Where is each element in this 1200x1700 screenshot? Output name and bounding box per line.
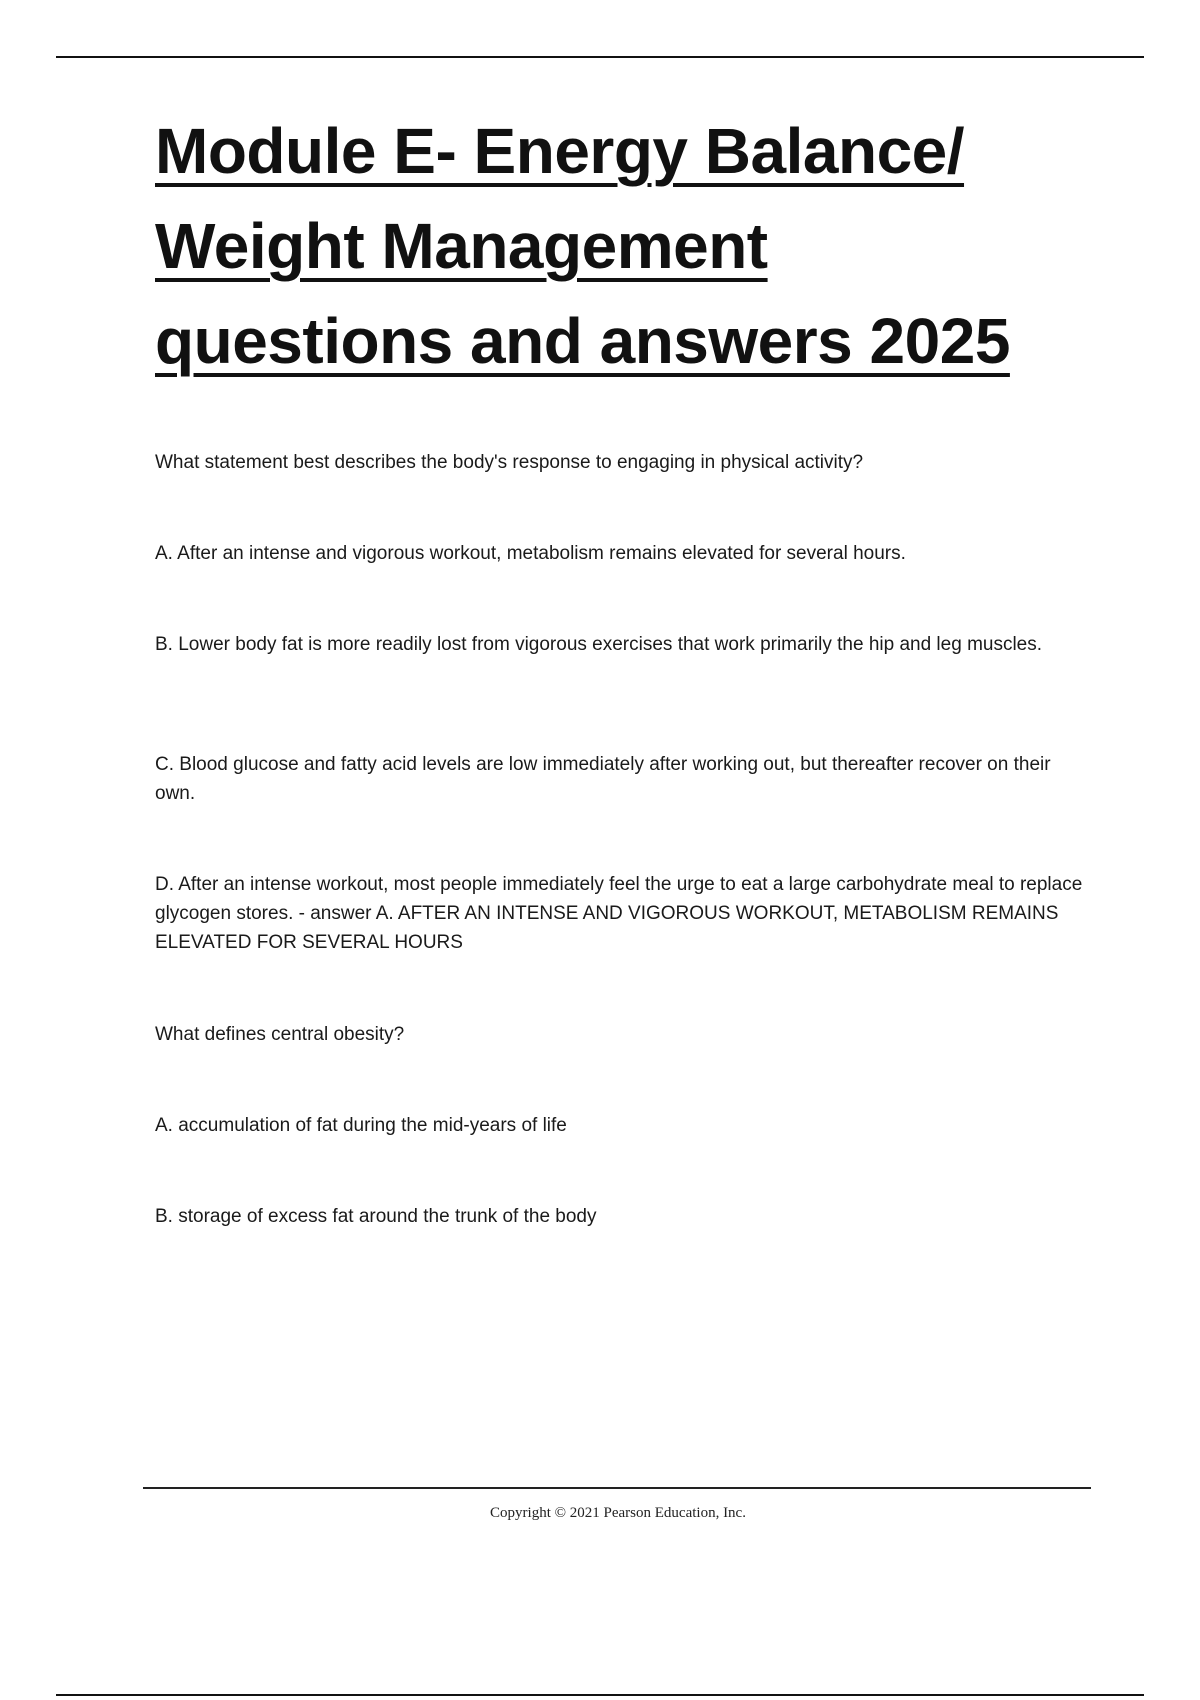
question-2-option-b: B. storage of excess fat around the trunk of the body — [155, 1206, 597, 1227]
title-line-3: questions and answers 2025 — [155, 305, 1010, 377]
copyright-notice: Copyright © 2021 Pearson Education, Inc. — [490, 1505, 746, 1521]
question-1-prompt: What statement best describes the body's response to engaging in physical activity? — [155, 452, 864, 473]
document-title — [155, 104, 1115, 389]
bottom-rule — [56, 1694, 1144, 1696]
question-1-option-c: C. Blood glucose and fatty acid levels are low immediately after working out, but thereafter recover on their own. — [155, 754, 1051, 804]
title-line-1: Module E- Energy Balance/ — [155, 115, 965, 187]
question-1-option-b: B. Lower body fat is more readily lost from vigorous exercises that work primarily the hip and leg muscles. — [155, 634, 1043, 655]
question-1-option-d-with-answer: D. After an intense workout, most people immediately feel the urge to eat a large carbohydrate meal to replace glycogen stores. - answer A. AFTER AN INTENSE AND VIGOROUS WORKOUT, METABOLISM REMAINS ELEVATED FOR SEVERAL HOURS — [155, 874, 1083, 953]
question-2-option-a: A. accumulation of fat during the mid-years of life — [155, 1115, 567, 1136]
question-2-prompt: What defines central obesity? — [155, 1024, 405, 1045]
question-1-option-a: A. After an intense and vigorous workout, metabolism remains elevated for several hours. — [155, 543, 906, 564]
footer-rule — [143, 1487, 1091, 1489]
title-line-2: Weight Management — [155, 210, 768, 282]
top-rule — [56, 56, 1144, 58]
